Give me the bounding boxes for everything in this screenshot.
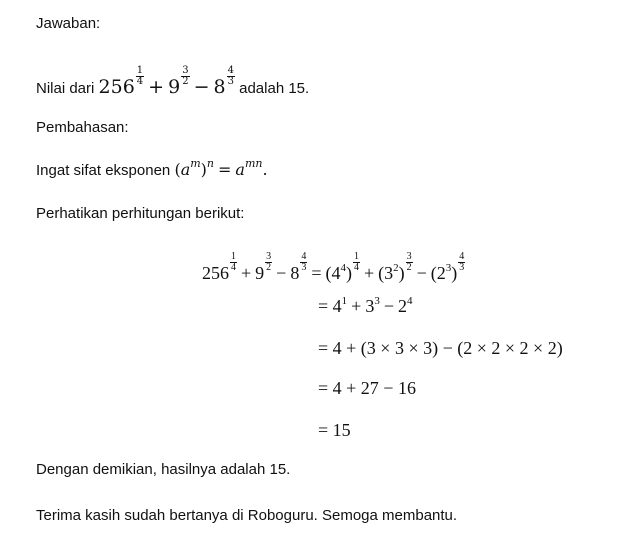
rule-prefix: Ingat sifat eksponen (36, 162, 171, 179)
exponent-rule (36, 158, 268, 183)
answer-prefix: Nilai dari (36, 80, 95, 97)
intro-text: Perhatikan perhitungan berikut: (36, 205, 245, 222)
discussion-heading: Pembahasan: (36, 119, 129, 136)
answer-heading: Jawaban: (36, 15, 101, 32)
step-3: = 4 + (3 × 3 × 3) − (2 × 2 × 2 × 2) (318, 338, 563, 358)
step-4: = 4 + 27 − 16 (318, 378, 416, 398)
rule-formula: $(a^m)^n = a^{mn}$. (174, 157, 268, 179)
answer-statement (36, 66, 309, 103)
conclusion-text: Dengan demikian, hasilnya adalah 15. (36, 461, 291, 478)
answer-suffix: adalah 15. (239, 80, 310, 97)
step-5: = 15 (318, 420, 351, 440)
answer-expression: 256 $^{\frac{1}{4}}$ + 9 $^{\frac{3}{2}}$ − 8 $^{\frac{4}{3}}$ (98, 65, 234, 98)
closing-text: Terima kasih sudah bertanya di Roboguru. Semoga membantu. (36, 507, 458, 524)
step-1: 256 $^{\frac{1}{4}}$ + 9 $^{\frac{3}{2}}$ − 8 $^{\frac{4}{3}}$ = $(4^4)$ $^{\frac{1}{4}}$ + $(3^2)$ $^{\frac{3}{2}}$ − $(2^3)$ $^{\frac{4}{3}}$ (202, 251, 465, 283)
step-2: = $4^1 + 3^3 - 2^4$ (318, 295, 413, 316)
